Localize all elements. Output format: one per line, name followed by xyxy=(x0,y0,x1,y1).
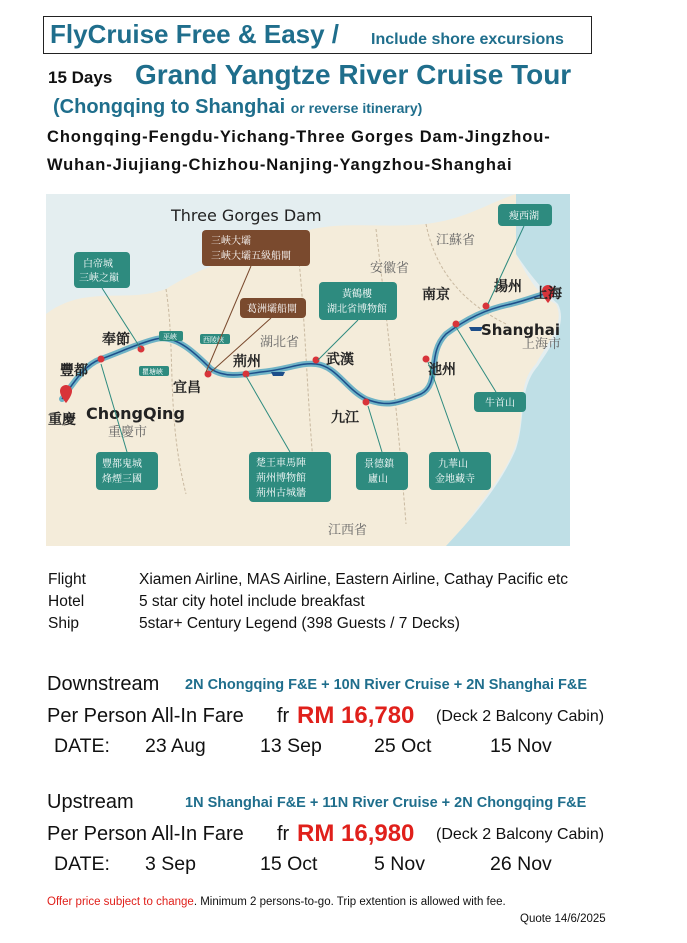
label-chizhou: 池州 xyxy=(428,362,456,378)
label-yangzhou: 揚州 xyxy=(494,279,522,295)
callout-gezhouba-text: 葛洲壩船閘 xyxy=(247,304,297,315)
label-three-gorges-dam: Three Gorges Dam xyxy=(171,206,322,225)
label-yichang: 宜昌 xyxy=(173,380,201,396)
direction-main: (Chongqing to Shanghai xyxy=(53,96,286,118)
callout-dam-line2: 三峽大壩五級船閘 xyxy=(211,251,291,262)
label-shanghai: 上海 xyxy=(534,286,562,302)
upstream-cabin: (Deck 2 Balcony Cabin) xyxy=(436,826,605,843)
label-fengjie: 奉節 xyxy=(102,332,130,348)
duration-days: 15 Days xyxy=(48,68,113,87)
upstream-price: RM 16,980 xyxy=(297,820,415,847)
upstream-date-3: 5 Nov xyxy=(374,853,425,875)
itinerary-direction xyxy=(53,96,422,119)
downstream-price: RM 16,780 xyxy=(297,702,415,729)
label-anhui: 安徽省 xyxy=(370,261,410,276)
callout-jingzhou-line1: 楚王車馬陣 xyxy=(256,458,306,469)
callout-shouxi-text: 瘦西湖 xyxy=(509,211,539,222)
label-shanghai-en: Shanghai xyxy=(481,321,560,339)
callout-jingdezhen-line2: 廬山 xyxy=(368,474,388,485)
label-jiujiang: 九江 xyxy=(331,410,359,426)
upstream-fr: fr xyxy=(277,823,290,845)
info-flight-value: Xiamen Airline, MAS Airline, Eastern Airline, Cathay Pacific etc xyxy=(139,571,569,588)
upstream-date-4: 26 Nov xyxy=(490,853,552,875)
callout-yellow-crane-line1: 黃鶴樓 xyxy=(342,289,372,300)
footer-note-red: Offer price subject to change xyxy=(47,896,194,908)
callout-baidicheng-line1: 白帝城 xyxy=(83,259,113,270)
label-jiangsu: 江蘇省 xyxy=(436,233,476,248)
footer-note-rest: . Minimum 2 persons-to-go. Trip extention is allowed with fee. xyxy=(193,896,506,908)
label-jingzhou: 荊州 xyxy=(233,354,261,370)
title-subtitle: Include shore excursions xyxy=(371,31,564,48)
callout-fengdu-line2: 烽煙三國 xyxy=(102,474,142,485)
upstream-date-2: 15 Oct xyxy=(260,853,318,875)
label-chongqing-city: 重慶市 xyxy=(108,425,148,440)
label-hubei: 湖北省 xyxy=(260,335,300,350)
upstream-date-label: DATE: xyxy=(54,853,110,875)
route-line-1: Chongqing-Fengdu-Yichang-Three Gorges Dam-Jingzhou- xyxy=(47,128,551,146)
label-wuhan: 武漢 xyxy=(326,352,354,368)
upstream-fare-label: Per Person All-In Fare xyxy=(47,823,244,845)
label-fengdu: 豐都 xyxy=(60,363,88,379)
info-ship-value: 5star+ Century Legend (398 Guests / 7 Decks) xyxy=(139,615,460,632)
label-chongqing-en: ChongQing xyxy=(86,404,185,423)
info-ship-key: Ship xyxy=(48,615,80,632)
direction-reverse-note: or reverse itinerary) xyxy=(290,100,423,116)
label-shanghai-city: 上海市 xyxy=(522,337,562,352)
upstream-label: Upstream xyxy=(47,791,134,813)
main-title: FlyCruise Free & Easy / xyxy=(50,19,340,49)
callout-jingzhou-line3: 荊州古城牆 xyxy=(256,488,306,499)
label-nanjing: 南京 xyxy=(422,287,450,303)
callout-fengdu-line1: 豐都鬼城 xyxy=(102,459,142,470)
info-hotel-key: Hotel xyxy=(48,593,85,610)
callout-niushou-text: 牛首山 xyxy=(485,398,515,409)
marker-fengdu xyxy=(98,356,105,363)
route-line-2: Wuhan-Jiujiang-Chizhou-Nanjing-Yangzhou-Shanghai xyxy=(47,156,513,174)
downstream-label: Downstream xyxy=(47,673,160,695)
marker-nanjing xyxy=(453,321,460,328)
tour-name: Grand Yangtze River Cruise Tour xyxy=(135,59,572,90)
callout-dam-line1: 三峽大壩 xyxy=(211,236,251,247)
downstream-fr: fr xyxy=(277,705,290,727)
info-flight-key: Flight xyxy=(48,571,86,588)
callout-yellow-crane-line2: 湖北省博物館 xyxy=(327,304,387,315)
route-map xyxy=(46,194,570,546)
label-xiling-gorge: 西陵峽 xyxy=(203,336,224,344)
footer-note xyxy=(47,896,506,908)
downstream-date-2: 13 Sep xyxy=(260,735,322,757)
info-hotel-value: 5 star city hotel include breakfast xyxy=(139,593,365,610)
downstream-fare-label: Per Person All-In Fare xyxy=(47,705,244,727)
upstream-date-1: 3 Sep xyxy=(145,853,196,875)
label-jiangxi: 江西省 xyxy=(328,523,368,538)
callout-baidicheng-line2: 三峽之巔 xyxy=(79,273,119,284)
callout-jingdezhen-line1: 景德鎮 xyxy=(364,459,394,470)
marker-jiujiang xyxy=(363,399,370,406)
label-qutang-gorge: 瞿塘峽 xyxy=(142,368,163,376)
callout-jiuhua-line1: 九華山 xyxy=(438,459,468,470)
label-wu-gorge: 巫峽 xyxy=(163,333,177,341)
downstream-package: 2N Chongqing F&E + 10N River Cruise + 2N Shanghai F&E xyxy=(185,677,588,693)
upstream-package: 1N Shanghai F&E + 11N River Cruise + 2N Chongqing F&E xyxy=(185,795,587,811)
downstream-date-4: 15 Nov xyxy=(490,735,552,757)
quote-date: Quote 14/6/2025 xyxy=(520,913,606,925)
downstream-date-1: 23 Aug xyxy=(145,735,206,757)
marker-yichang xyxy=(205,371,212,378)
downstream-date-3: 25 Oct xyxy=(374,735,432,757)
downstream-date-label: DATE: xyxy=(54,735,110,757)
callout-jingzhou-line2: 荊州博物館 xyxy=(256,473,306,484)
label-chongqing: 重慶 xyxy=(48,412,76,428)
callout-jiuhua-line2: 金地藏寺 xyxy=(435,474,475,485)
downstream-cabin: (Deck 2 Balcony Cabin) xyxy=(436,708,605,725)
